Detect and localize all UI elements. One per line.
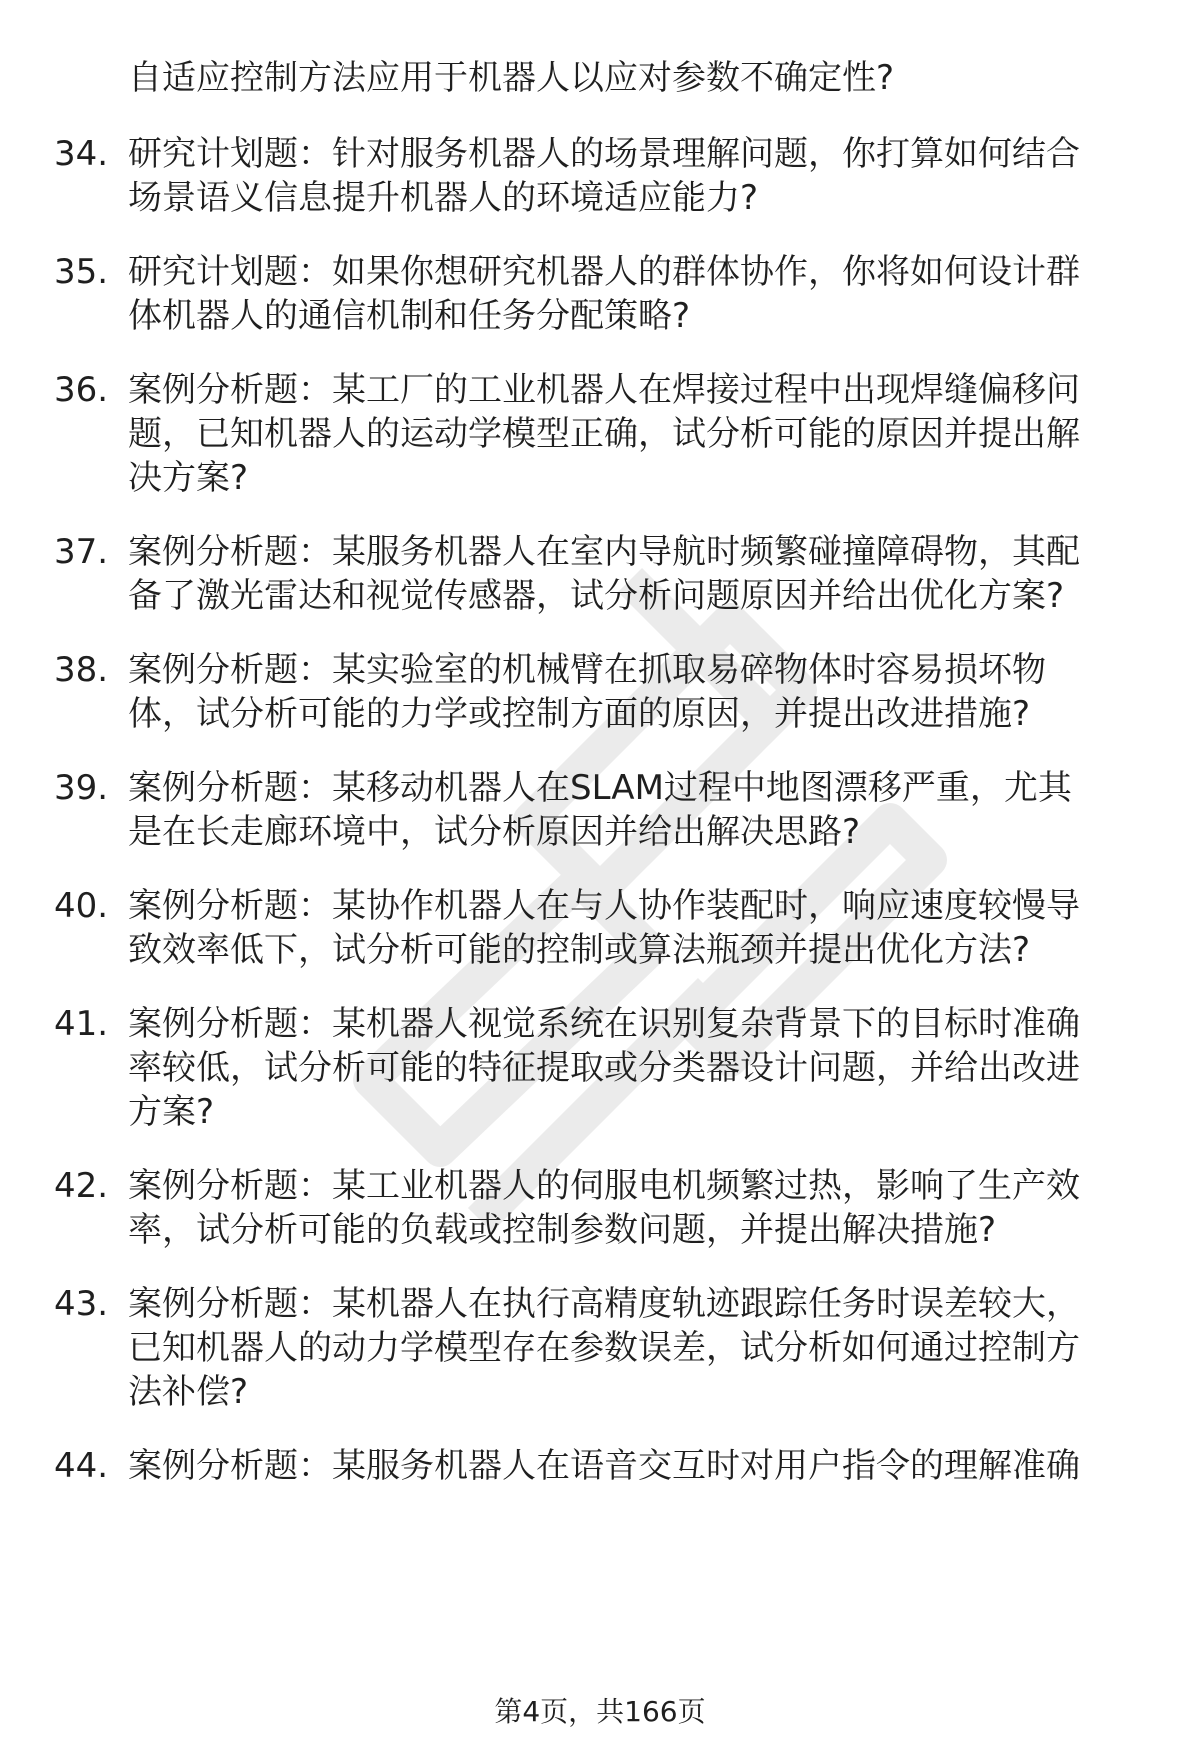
question-line: 体，试分析可能的力学或控制方面的原因，并提出改进措施? bbox=[128, 694, 1031, 734]
question-line: 案例分析题：某工业机器人的伺服电机频繁过热，影响了生产效 bbox=[128, 1166, 1080, 1206]
question-line: 率较低，试分析可能的特征提取或分类器设计问题，并给出改进 bbox=[128, 1048, 1080, 1088]
question-number: 41. bbox=[54, 1004, 109, 1044]
question-line: 决方案? bbox=[128, 458, 249, 498]
question-line: 已知机器人的动力学模型存在参数误差，试分析如何通过控制方 bbox=[128, 1328, 1080, 1368]
question-line: 率，试分析可能的负载或控制参数问题，并提出解决措施? bbox=[128, 1210, 997, 1250]
question-number: 34. bbox=[54, 134, 109, 174]
question-number: 44. bbox=[54, 1446, 109, 1486]
question-number: 38. bbox=[54, 650, 109, 690]
question-number: 37. bbox=[54, 532, 109, 572]
question-number: 35. bbox=[54, 252, 109, 292]
question-line: 案例分析题：某机器人视觉系统在识别复杂背景下的目标时准确 bbox=[128, 1004, 1080, 1044]
question-line: 研究计划题：针对服务机器人的场景理解问题，你打算如何结合 bbox=[128, 134, 1080, 174]
question-line: 法补偿? bbox=[128, 1372, 249, 1412]
question-number: 40. bbox=[54, 886, 109, 926]
question-line: 案例分析题：某实验室的机械臂在抓取易碎物体时容易损坏物 bbox=[128, 650, 1046, 690]
question-number: 36. bbox=[54, 370, 109, 410]
question-line: 方案? bbox=[128, 1092, 215, 1132]
question-line: 案例分析题：某协作机器人在与人协作装配时，响应速度较慢导 bbox=[128, 886, 1080, 926]
question-number: 42. bbox=[54, 1166, 109, 1206]
question-line: 案例分析题：某移动机器人在SLAM过程中地图漂移严重，尤其 bbox=[128, 768, 1072, 808]
watermark-graphic bbox=[330, 520, 950, 1240]
question-number: 39. bbox=[54, 768, 109, 808]
question-line: 案例分析题：某工厂的工业机器人在焊接过程中出现焊缝偏移问 bbox=[128, 370, 1080, 410]
question-line: 场景语义信息提升机器人的环境适应能力? bbox=[128, 178, 759, 218]
question-line: 案例分析题：某机器人在执行高精度轨迹跟踪任务时误差较大， bbox=[128, 1284, 1080, 1324]
page-footer: 第4页，共166页 bbox=[494, 1695, 706, 1728]
question-line: 备了激光雷达和视觉传感器，试分析问题原因并给出优化方案? bbox=[128, 576, 1065, 616]
question-line: 致效率低下，试分析可能的控制或算法瓶颈并提出优化方法? bbox=[128, 930, 1031, 970]
question-line: 体机器人的通信机制和任务分配策略? bbox=[128, 296, 691, 336]
question-line: 研究计划题：如果你想研究机器人的群体协作，你将如何设计群 bbox=[128, 252, 1080, 292]
question-number: 43. bbox=[54, 1284, 109, 1324]
question-line: 题，已知机器人的运动学模型正确，试分析可能的原因并提出解 bbox=[128, 414, 1080, 454]
question-line: 案例分析题：某服务机器人在室内导航时频繁碰撞障碍物，其配 bbox=[128, 532, 1080, 572]
question-line: 案例分析题：某服务机器人在语音交互时对用户指令的理解准确 bbox=[128, 1446, 1080, 1486]
question-line: 是在长走廊环境中，试分析原因并给出解决思路? bbox=[128, 812, 861, 852]
question-line: 自适应控制方法应用于机器人以应对参数不确定性? bbox=[128, 58, 895, 98]
